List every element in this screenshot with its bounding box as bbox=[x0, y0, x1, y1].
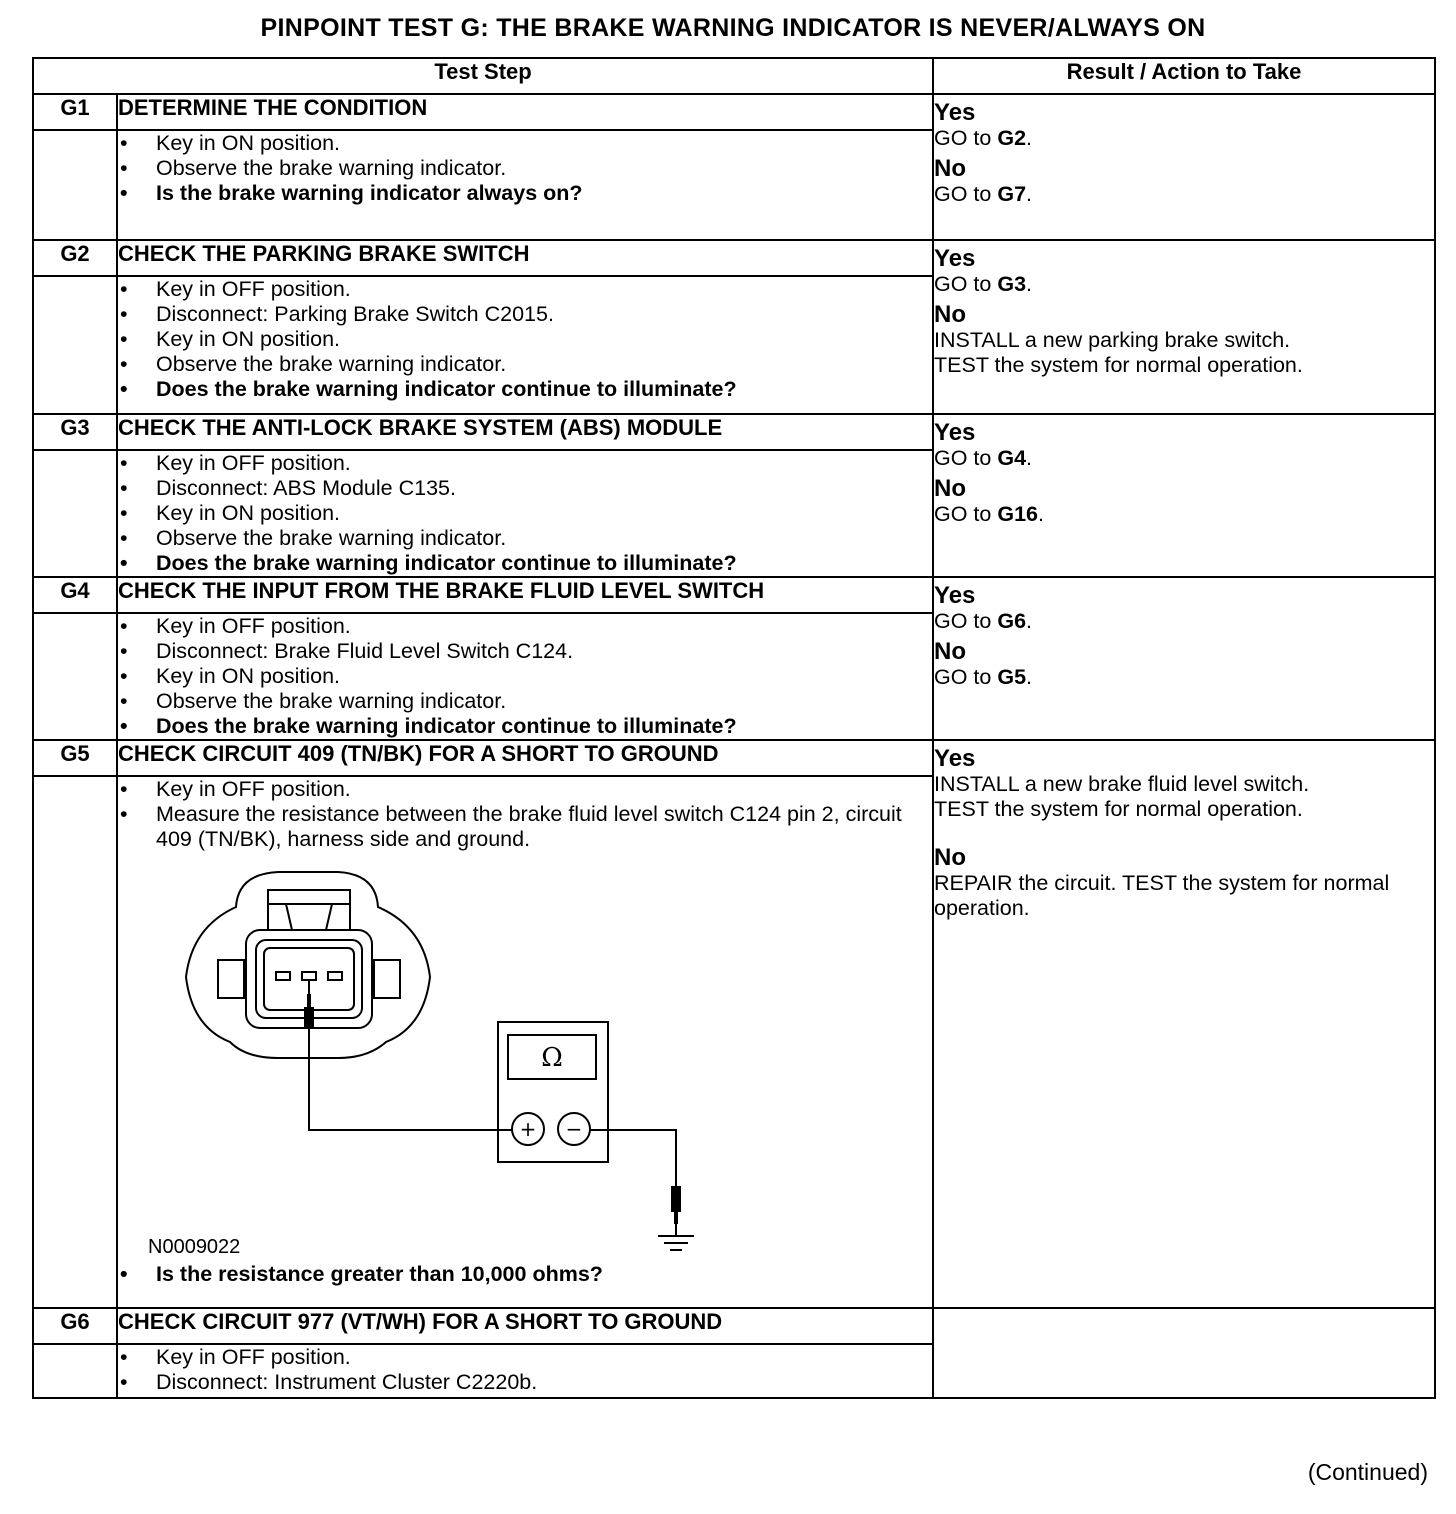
no-action: REPAIR the circuit. TEST the system for normal operation. bbox=[934, 871, 1390, 920]
step-item: • Key in OFF position. bbox=[118, 277, 932, 302]
no-action: GO to G7. bbox=[934, 182, 1033, 206]
step-question: • Does the brake warning indicator continue to illuminate? bbox=[118, 551, 932, 576]
step-item: • Disconnect: Parking Brake Switch C2015. bbox=[118, 302, 932, 327]
step-id: G1 bbox=[33, 94, 117, 130]
no-action-line: INSTALL a new parking brake switch. bbox=[934, 328, 1291, 352]
no-label: No bbox=[934, 155, 967, 182]
yes-action: GO to G3. bbox=[934, 272, 1033, 296]
yes-label: Yes bbox=[934, 419, 976, 446]
step-header-row bbox=[33, 94, 1435, 130]
measurement-figure bbox=[118, 852, 932, 1262]
step-header-row bbox=[33, 577, 1435, 613]
step-item: • Key in OFF position. bbox=[118, 1345, 932, 1370]
step-id: G2 bbox=[33, 240, 117, 276]
step-title: CHECK THE ANTI-LOCK BRAKE SYSTEM (ABS) MODULE bbox=[117, 414, 933, 450]
no-label: No bbox=[934, 475, 967, 502]
yes-label: Yes bbox=[934, 99, 976, 126]
step-title: CHECK THE PARKING BRAKE SWITCH bbox=[117, 240, 933, 276]
step-question: • Is the brake warning indicator always on? bbox=[118, 181, 932, 206]
step-instructions bbox=[117, 776, 933, 1308]
step-instructions bbox=[117, 276, 933, 414]
no-label: No bbox=[934, 844, 967, 871]
step-id: G6 bbox=[33, 1308, 117, 1344]
step-item: • Key in ON position. bbox=[118, 501, 932, 526]
yes-label: Yes bbox=[934, 245, 976, 272]
goto-target: G16 bbox=[997, 502, 1038, 526]
connector-ohmmeter-diagram bbox=[118, 852, 908, 1262]
step-item: • Disconnect: Brake Fluid Level Switch C124. bbox=[118, 639, 932, 664]
step-item: • Key in ON position. bbox=[118, 327, 932, 352]
yes-action: GO to G4. bbox=[934, 446, 1033, 470]
result-cell bbox=[933, 740, 1435, 1308]
goto-target: G4 bbox=[997, 446, 1027, 470]
result-cell bbox=[933, 94, 1435, 240]
step-instructions bbox=[117, 1344, 933, 1398]
step-item: • Observe the brake warning indicator. bbox=[118, 526, 932, 551]
negative-lead bbox=[590, 1130, 676, 1190]
step-title: CHECK CIRCUIT 409 (TN/BK) FOR A SHORT TO GROUND bbox=[117, 740, 933, 776]
step-item: • Disconnect: Instrument Cluster C2220b. bbox=[118, 1370, 932, 1395]
result-cell bbox=[933, 240, 1435, 414]
yes-action-line: INSTALL a new brake fluid level switch. bbox=[934, 772, 1310, 796]
no-label: No bbox=[934, 301, 967, 328]
header-test-step: Test Step bbox=[33, 58, 933, 94]
step-header-row bbox=[33, 240, 1435, 276]
yes-action: GO to G6. bbox=[934, 609, 1033, 633]
pinpoint-test-table bbox=[32, 57, 1436, 1399]
no-action-line: TEST the system for normal operation. bbox=[934, 353, 1303, 377]
step-question: • Does the brake warning indicator continue to illuminate? bbox=[118, 377, 932, 402]
yes-action-line: TEST the system for normal operation. bbox=[934, 797, 1303, 821]
step-item: • Observe the brake warning indicator. bbox=[118, 689, 932, 714]
no-action: GO to G5. bbox=[934, 665, 1033, 689]
yes-label: Yes bbox=[934, 745, 976, 772]
step-item: • Observe the brake warning indicator. bbox=[118, 156, 932, 181]
connector-latch bbox=[268, 890, 350, 930]
yes-label: Yes bbox=[934, 582, 976, 609]
step-item: • Key in OFF position. bbox=[118, 777, 932, 802]
goto-target: G5 bbox=[997, 665, 1027, 689]
no-action: GO to G16. bbox=[934, 502, 1044, 526]
ground-probe bbox=[671, 1186, 681, 1224]
goto-target: G7 bbox=[997, 182, 1027, 206]
continued-label: (Continued) bbox=[1307, 1459, 1428, 1485]
result-cell bbox=[933, 1308, 1435, 1398]
step-item: • Key in ON position. bbox=[118, 664, 932, 689]
step-id: G3 bbox=[33, 414, 117, 450]
result-cell bbox=[933, 414, 1435, 577]
step-header-row bbox=[33, 740, 1435, 776]
step-instructions bbox=[117, 450, 933, 577]
no-label: No bbox=[934, 638, 967, 665]
step-item: • Key in OFF position. bbox=[118, 614, 932, 639]
step-instructions bbox=[117, 130, 933, 240]
step-title: CHECK CIRCUIT 977 (VT/WH) FOR A SHORT TO GROUND bbox=[117, 1308, 933, 1344]
positive-lead bbox=[309, 980, 512, 1130]
step-header-row bbox=[33, 414, 1435, 450]
step-item: • Key in ON position. bbox=[118, 131, 932, 156]
step-item: • Key in OFF position. bbox=[118, 451, 932, 476]
plus-sign: + bbox=[519, 1117, 537, 1141]
page-title: PINPOINT TEST G: THE BRAKE WARNING INDICATOR IS NEVER/ALWAYS ON bbox=[260, 14, 1206, 42]
step-id: G4 bbox=[33, 577, 117, 613]
step-question: • Does the brake warning indicator continue to illuminate? bbox=[118, 714, 932, 739]
step-header-row bbox=[33, 1308, 1435, 1344]
step-question: • Is the resistance greater than 10,000 ohms? bbox=[118, 1262, 932, 1287]
step-title: DETERMINE THE CONDITION bbox=[117, 94, 933, 130]
goto-target: G2 bbox=[997, 126, 1027, 150]
minus-sign: − bbox=[565, 1117, 583, 1141]
step-item: • Disconnect: ABS Module C135. bbox=[118, 476, 932, 501]
header-result: Result / Action to Take bbox=[933, 58, 1435, 94]
figure-code: N0009022 bbox=[148, 1236, 241, 1258]
goto-target: G3 bbox=[997, 272, 1027, 296]
probe-tip bbox=[304, 994, 314, 1027]
step-item: • Measure the resistance between the brake fluid level switch C124 pin 2, circuit 409 (TN/BK), harness side and ground. bbox=[118, 802, 932, 852]
step-instructions bbox=[117, 613, 933, 740]
table-header-row bbox=[33, 58, 1435, 94]
goto-target: G6 bbox=[997, 609, 1027, 633]
result-cell bbox=[933, 577, 1435, 740]
yes-action: GO to G2. bbox=[934, 126, 1033, 150]
ohm-symbol: Ω bbox=[541, 1043, 563, 1073]
step-title: CHECK THE INPUT FROM THE BRAKE FLUID LEVEL SWITCH bbox=[117, 577, 933, 613]
step-id: G5 bbox=[33, 740, 117, 776]
step-item: • Observe the brake warning indicator. bbox=[118, 352, 932, 377]
